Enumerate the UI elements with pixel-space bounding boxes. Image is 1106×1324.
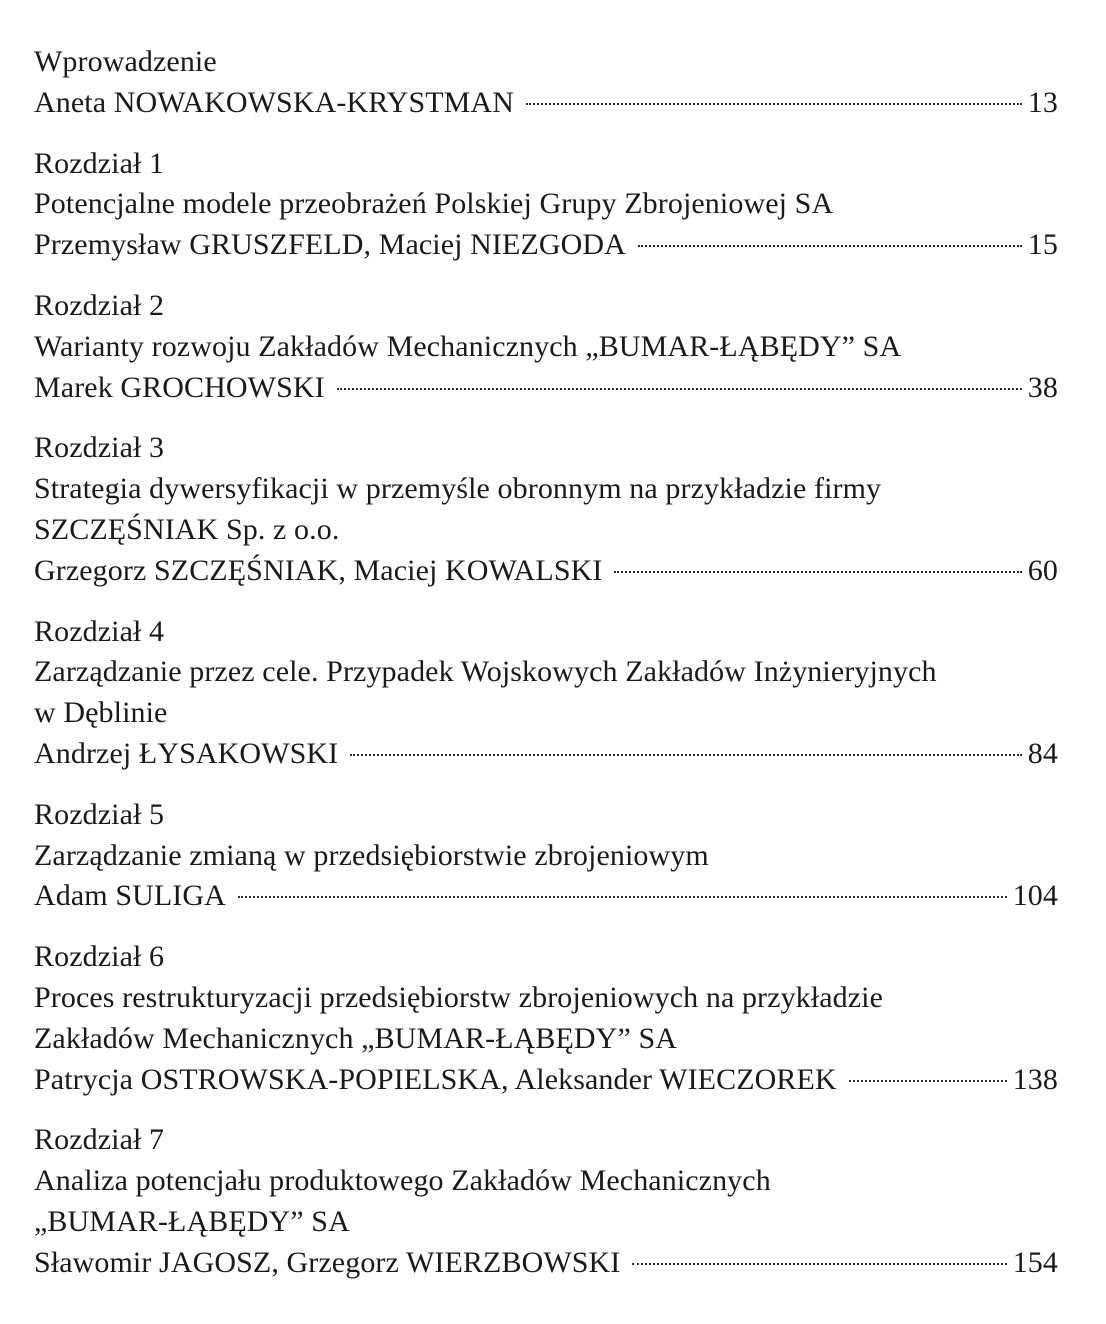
page-number: 60 <box>1027 553 1058 587</box>
page-number: 138 <box>1012 1062 1058 1096</box>
chapter-title: Strategia dywersyfikacji w przemyśle obronnym na przykładzie firmy <box>34 472 882 506</box>
page-number: 104 <box>1012 879 1058 913</box>
chapter-title: Zarządzanie zmianą w przedsiębiorstwie zbrojeniowym <box>34 838 709 872</box>
chapter-authors: Marek GROCHOWSKI <box>34 370 325 404</box>
chapter-authors: Przemysław GRUSZFELD, Maciej NIEZGODA <box>34 228 626 262</box>
dot-leader <box>526 103 1022 105</box>
chapter-title: Warianty rozwoju Zakładów Mechanicznych „BUMAR-ŁĄBĘDY” SA <box>34 329 902 363</box>
chapter-authors: Patrycja OSTROWSKA-POPIELSKA, Aleksander WIECZOREK <box>34 1062 837 1096</box>
chapter-label: Rozdział 6 <box>34 940 165 974</box>
chapter-label: Rozdział 5 <box>34 797 165 831</box>
chapter-title: Zarządzanie przez cele. Przypadek Wojskowych Zakładów Inżynieryjnych <box>34 655 937 689</box>
toc-entry <box>34 428 1058 591</box>
chapter-label: Wprowadzenie <box>34 45 217 78</box>
chapter-authors: Adam SULIGA <box>34 879 226 913</box>
author-line <box>34 368 1058 409</box>
chapter-label: Rozdział 3 <box>34 431 165 465</box>
table-of-contents <box>34 42 1058 1304</box>
toc-entry <box>34 1120 1058 1283</box>
chapter-authors: Sławomir JAGOSZ, Grzegorz WIERZBOWSKI <box>34 1245 621 1279</box>
dot-leader <box>337 388 1022 390</box>
page-number: 38 <box>1027 370 1058 404</box>
page-number: 154 <box>1012 1245 1058 1279</box>
chapter-title: „BUMAR-ŁĄBĘDY” SA <box>34 1204 350 1238</box>
author-line <box>34 83 1058 124</box>
chapter-label: Rozdział 2 <box>34 288 165 322</box>
chapter-title: SZCZĘŚNIAK Sp. z o.o. <box>34 512 340 546</box>
author-line <box>34 1243 1058 1284</box>
toc-entry <box>34 286 1058 408</box>
page-number: 15 <box>1027 228 1058 262</box>
chapter-title: Zakładów Mechanicznych „BUMAR-ŁĄBĘDY” SA <box>34 1021 678 1055</box>
chapter-title: Proces restrukturyzacji przedsiębiorstw zbrojeniowych na przykładzie <box>34 980 883 1014</box>
page-number: 84 <box>1027 736 1058 770</box>
dot-leader <box>849 1080 1007 1082</box>
dot-leader <box>238 896 1007 898</box>
chapter-title: Potencjalne modele przeobrażeń Polskiej Grupy Zbrojeniowej SA <box>34 187 834 221</box>
dot-leader <box>614 571 1021 573</box>
dot-leader <box>350 754 1022 756</box>
chapter-authors: Grzegorz SZCZĘŚNIAK, Maciej KOWALSKI <box>34 553 603 587</box>
dot-leader <box>632 1263 1006 1265</box>
chapter-label: Rozdział 1 <box>34 146 165 180</box>
chapter-label: Rozdział 4 <box>34 614 165 648</box>
toc-entry <box>34 937 1058 1100</box>
author-line <box>34 225 1058 266</box>
author-line <box>34 734 1058 775</box>
chapter-title: Analiza potencjału produktowego Zakładów Mechanicznych <box>34 1164 771 1198</box>
page-number: 13 <box>1027 85 1058 119</box>
toc-entry <box>34 144 1058 266</box>
toc-entry <box>34 612 1058 775</box>
author-line <box>34 1060 1058 1101</box>
author-line <box>34 551 1058 592</box>
toc-entry <box>34 795 1058 917</box>
chapter-authors: Aneta NOWAKOWSKA-KRYSTMAN <box>34 85 514 119</box>
toc-entry <box>34 42 1058 124</box>
chapter-title: w Dęblinie <box>34 696 168 730</box>
author-line <box>34 876 1058 917</box>
chapter-authors: Andrzej ŁYSAKOWSKI <box>34 736 339 770</box>
dot-leader <box>638 245 1022 247</box>
chapter-label: Rozdział 7 <box>34 1123 165 1157</box>
